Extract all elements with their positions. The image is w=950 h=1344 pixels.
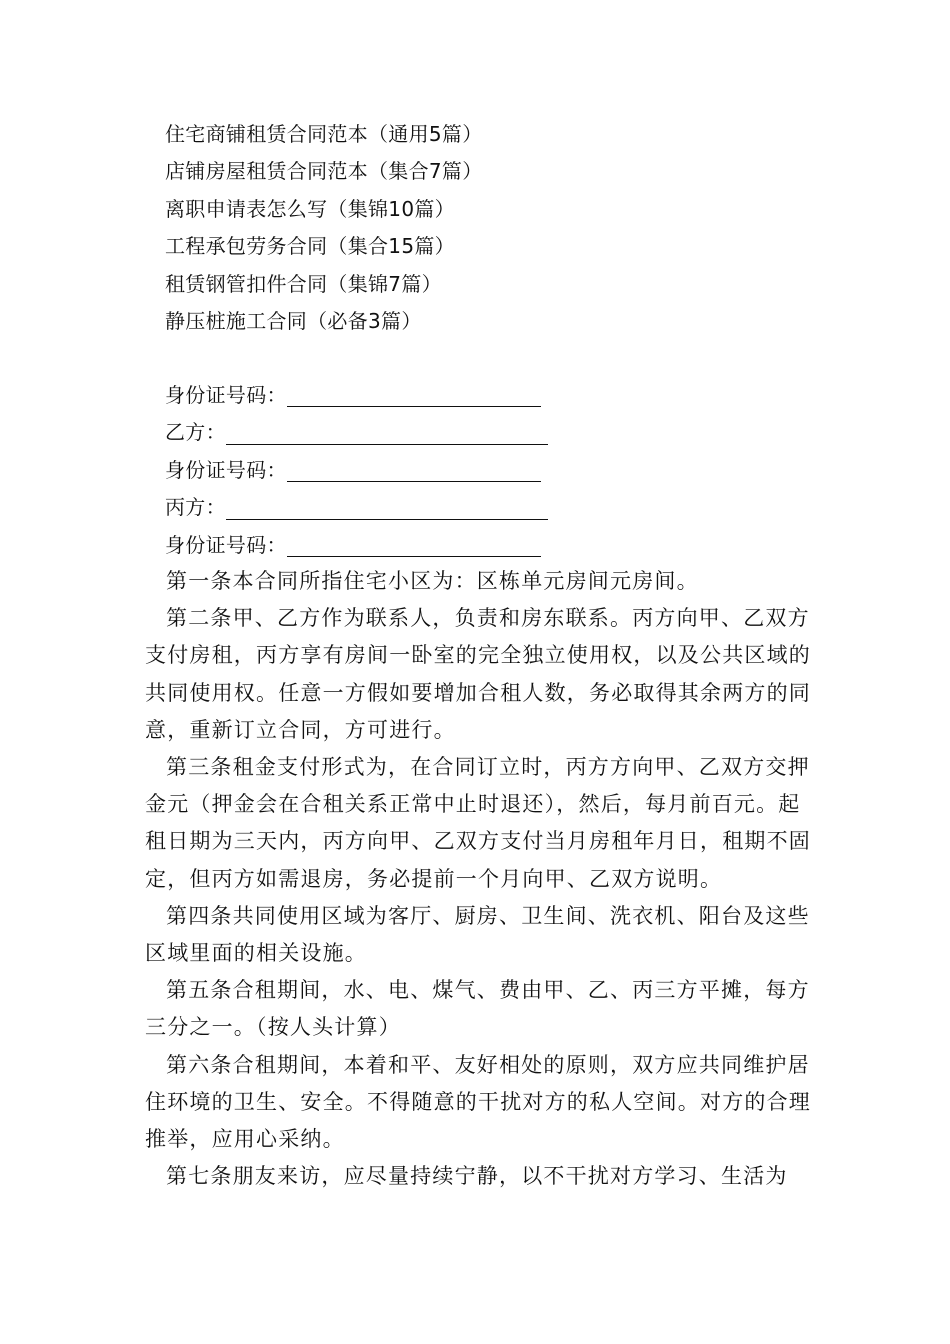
party-c-label: 丙方： <box>165 495 226 520</box>
id-number-label: 身份证号码： <box>165 532 287 557</box>
clause-paragraph: 第一条本合同所指住宅小区为：区栋单元房间元房间。 <box>166 569 699 593</box>
blank-line <box>287 380 541 407</box>
blank-line <box>287 530 541 557</box>
blank-line <box>287 455 541 482</box>
contract-body <box>145 563 815 1195</box>
party-b-field <box>165 414 548 451</box>
related-article-link[interactable]: 店铺房屋租赁合同范本（集合7篇） <box>165 159 483 184</box>
id-number-field-2 <box>165 452 548 489</box>
blank-line <box>226 418 548 445</box>
clause-paragraph: 第三条租金支付形式为，在合同订立时，丙方方向甲、乙双方交押金元（押金会在合租关系正常中止时退还），然后，每月前百元。起租日期为三天内，丙方向甲、乙双方支付当月房租年月日，租期不固定，但丙方如需退房，务必提前一个月向甲、乙双方说明。 <box>145 755 811 891</box>
party-b-label: 乙方： <box>165 420 226 445</box>
related-article-link[interactable]: 工程承包劳务合同（集合15篇） <box>165 234 455 259</box>
related-article-link[interactable]: 租赁钢管扣件合同（集锦7篇） <box>165 271 442 296</box>
id-number-field-3 <box>165 527 548 564</box>
id-number-field-1 <box>165 377 548 414</box>
clause-paragraph: 第四条共同使用区域为客厅、厨房、卫生间、洗衣机、阳台及这些区域里面的相关设施。 <box>145 903 810 966</box>
blank-line <box>226 493 548 520</box>
clause-paragraph: 第七条朋友来访，应尽量持续宁静，以不干扰对方学习、生活为 <box>166 1164 788 1189</box>
party-c-field <box>165 489 548 526</box>
related-article-link[interactable]: 静压桩施工合同（必备3篇） <box>165 308 422 333</box>
related-articles-list <box>165 116 483 340</box>
related-article-link[interactable]: 住宅商铺租赁合同范本（通用5篇） <box>165 122 483 146</box>
related-article-link[interactable]: 离职申请表怎么写（集锦10篇） <box>165 196 455 221</box>
clause-paragraph: 第二条甲、乙方作为联系人，负责和房东联系。丙方向甲、乙双方支付房租，丙方享有房间一卧室的完全独立使用权，以及公共区域的共同使用权。任意一方假如要增加合租人数，务必取得其余两方的同意，重新订立合同，方可进行。 <box>145 606 811 742</box>
id-number-label: 身份证号码： <box>165 382 287 407</box>
id-number-label: 身份证号码： <box>165 457 287 482</box>
clause-paragraph: 第六条合租期间，本着和平、友好相处的原则，双方应共同维护居住环境的卫生、安全。不得随意的干扰对方的私人空间。对方的合理推举，应用心采纳。 <box>145 1052 811 1152</box>
clause-paragraph: 第五条合租期间，水、电、煤气、费由甲、乙、丙三方平摊，每方三分之一。（按人头计算） <box>145 978 810 1040</box>
party-fields <box>165 377 548 564</box>
